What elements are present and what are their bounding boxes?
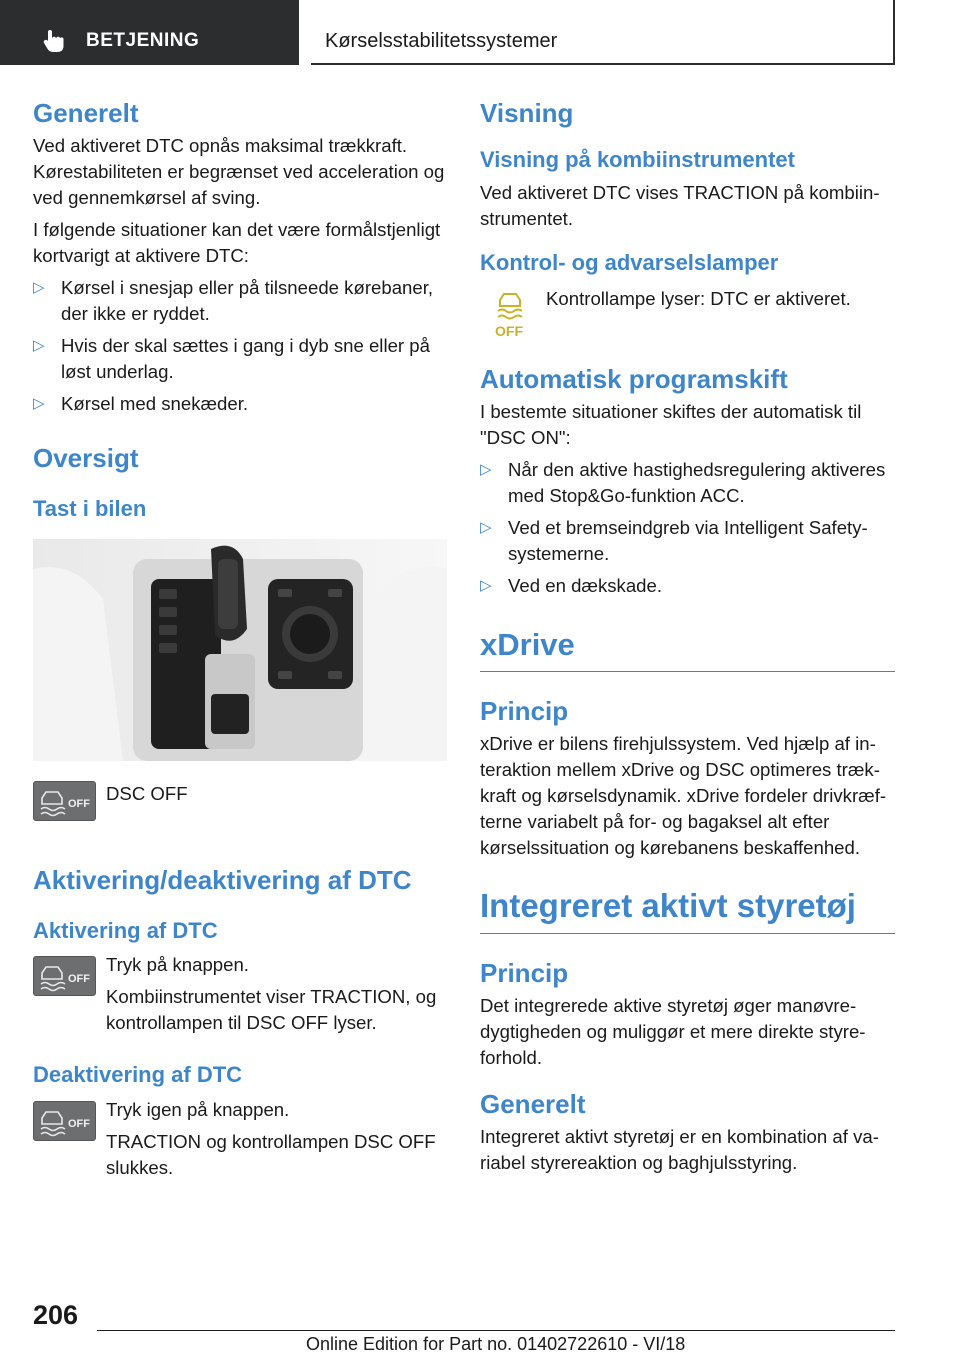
section-title: Kørselsstabilitetssystemer xyxy=(325,30,558,52)
heading-xdrive: xDrive xyxy=(480,627,895,672)
list-item: ▷ Kørsel i snesjap eller på tilsneede kørebaner, der ikke er ryddet. xyxy=(33,277,434,325)
list-item: ▷ Når den aktive hastighedsregulering aktiveres med Stop&Go-funktion ACC. xyxy=(480,459,886,507)
subheading-aktivering: Aktivering af DTC xyxy=(33,917,218,943)
dsc-off-button-icon xyxy=(33,956,96,996)
lamp-description: Kontrollampe lyser: DTC er aktiveret. xyxy=(546,287,851,309)
left-column xyxy=(33,98,447,1181)
heading-aktivering-deaktivering: Aktivering/deaktivering af DTC xyxy=(33,864,412,895)
triangle-right-icon: ▷ xyxy=(480,519,492,537)
heading-princip: Princip xyxy=(480,957,569,988)
deactivation-instruction xyxy=(33,1097,447,1181)
dsc-off-button-icon xyxy=(33,1101,96,1141)
center-console-illustration xyxy=(33,539,447,761)
heading-automatisk-programskift: Automatisk programskift xyxy=(480,363,788,394)
dsc-off-button-icon xyxy=(33,781,96,821)
triangle-right-icon: ▷ xyxy=(480,461,492,479)
subheading-kontrol-advarselslamper: Kontrol- og advarselslamper xyxy=(480,249,779,275)
footer-divider xyxy=(97,1330,895,1331)
dsc-off-label: DSC OFF xyxy=(106,782,188,804)
list-item: ▷ Ved et bremseindgreb via Intelligent Safety-systemerne. xyxy=(480,517,868,565)
section-header xyxy=(311,0,895,65)
paragraph: I bestemte situationer skiftes der automatisk til "DSC ON": xyxy=(480,401,862,449)
heading-generelt: Generelt xyxy=(480,1089,586,1120)
footer-edition: Online Edition for Part no. 01402722610 - VI/18 xyxy=(306,1334,686,1354)
instruction-text: Tryk på knappen. xyxy=(106,954,249,976)
subheading-visning-kombiinstrument: Visning på kombiinstrumentet xyxy=(480,147,795,173)
paragraph: Ved aktiveret DTC vises TRACTION på kombiinstrumentet. xyxy=(480,181,880,229)
list-item: ▷ Kørsel med snekæder. xyxy=(33,391,447,417)
bullet-list xyxy=(480,457,895,599)
paragraph: Ved aktiveret DTC opnås maksimal trækkraft. Kørestabiliteten er begrænset ved acceleration og ved gennemkørsel af sving. xyxy=(33,135,445,209)
svg-text:OFF: OFF xyxy=(68,973,90,986)
chapter-tab xyxy=(0,0,299,65)
center-console-photo xyxy=(33,539,447,761)
dsc-off-key-row xyxy=(33,781,447,843)
triangle-right-icon: ▷ xyxy=(33,395,45,413)
instruction-text: Tryk igen på knappen. xyxy=(106,1098,290,1120)
activation-instruction xyxy=(33,952,447,1036)
paragraph: I følgende situationer kan det være formålstjenligt kortvarigt at aktivere DTC: xyxy=(33,219,441,267)
heading-oversigt: Oversigt xyxy=(33,443,139,474)
chapter-title: BETJENING xyxy=(86,30,200,51)
dsc-off-warning-lamp-icon xyxy=(490,290,530,340)
heading-integreret-aktivt-styretoj: Integreret aktivt styretøj xyxy=(480,887,895,934)
svg-text:OFF: OFF xyxy=(68,1117,90,1130)
right-column xyxy=(480,98,895,1176)
warning-lamp-row xyxy=(480,286,895,344)
list-item: ▷ Ved en dækskade. xyxy=(480,573,895,599)
triangle-right-icon: ▷ xyxy=(480,577,492,595)
subheading-deaktivering: Deaktivering af DTC xyxy=(33,1062,243,1088)
heading-princip: Princip xyxy=(480,695,569,726)
svg-text:OFF: OFF xyxy=(68,797,90,810)
page-number: 206 xyxy=(33,1300,79,1330)
heading-generelt: Generelt xyxy=(33,98,139,128)
bullet-list xyxy=(33,275,447,417)
instruction-text: Kombiinstrumentet viser TRACTION, og kontrollampen til DSC OFF lyser. xyxy=(106,986,437,1034)
instruction-text: TRACTION og kontrollampen DSC OFF slukkes. xyxy=(106,1130,436,1178)
hand-pointer-icon xyxy=(40,27,68,55)
paragraph: Integreret aktivt styretøj er en kombination af variabel styrereaktion og baghjulsstyring. xyxy=(480,1126,879,1174)
triangle-right-icon: ▷ xyxy=(33,337,45,355)
list-item: ▷ Hvis der skal sættes i gang i dyb sne eller på løst underlag. xyxy=(33,335,430,383)
triangle-right-icon: ▷ xyxy=(33,279,45,297)
paragraph: xDrive er bilens firehjulssystem. Ved hjælp af interaktion mellem xDrive og DSC optimeres trækkraft og kørselsdynamik. xDrive fordeler drivkræfterne variabelt på for- og bagaksel alt efter kørselssituation og kørebanens beskaffenhed. xyxy=(480,732,887,858)
heading-visning: Visning xyxy=(480,98,574,128)
svg-text:OFF: OFF xyxy=(495,322,523,339)
subheading-tast-i-bilen: Tast i bilen xyxy=(33,496,147,522)
paragraph: Det integrerede aktive styretøj øger manøvredygtigheden og muliggør et mere direkte styreforhold. xyxy=(480,995,866,1069)
